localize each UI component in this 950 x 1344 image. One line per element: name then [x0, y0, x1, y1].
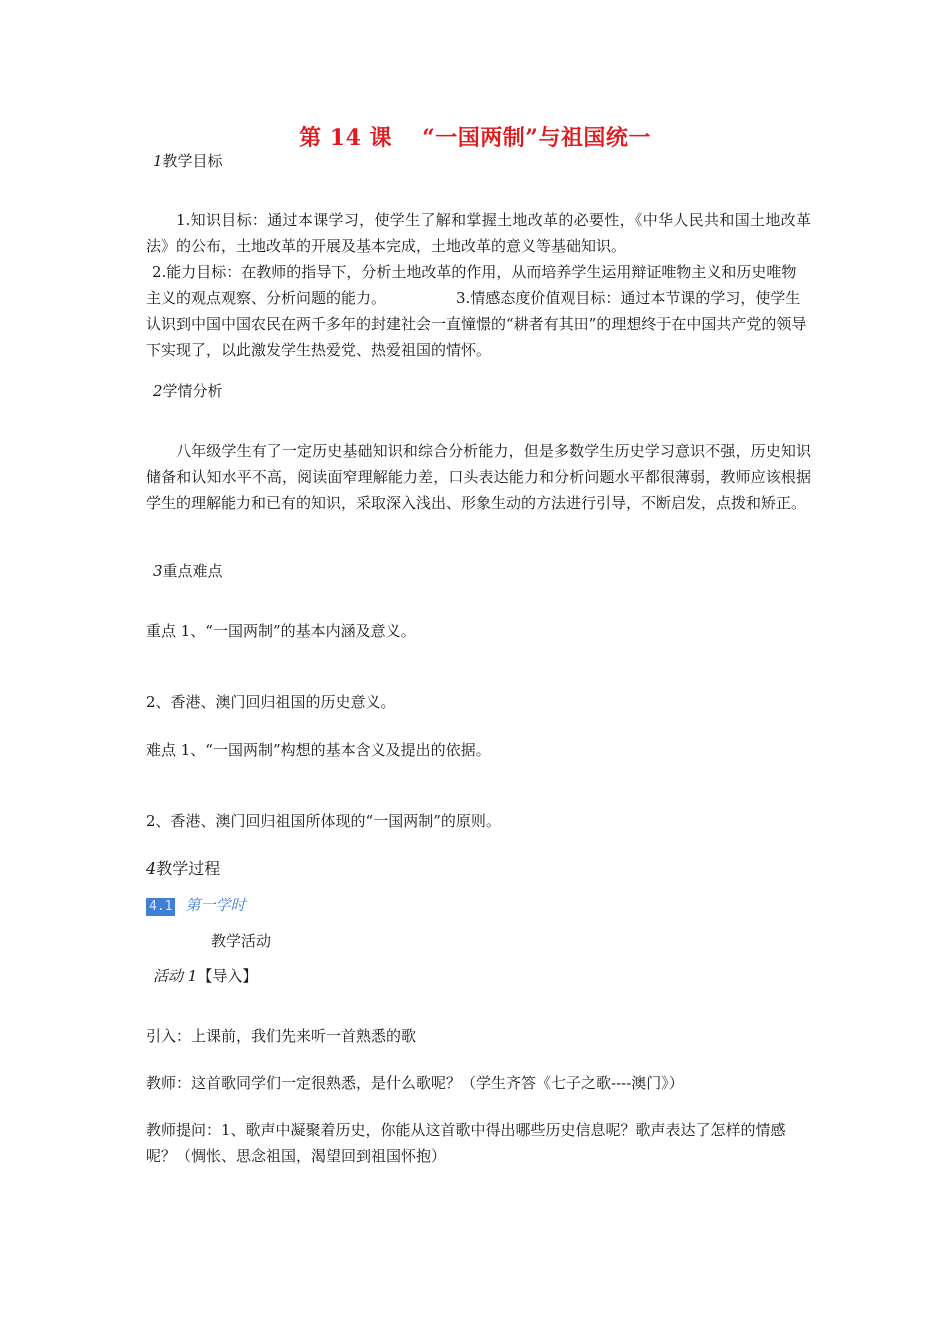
activity-section-label: 教学活动	[211, 932, 272, 950]
intro-line: 引入：上课前，我们先来听一首熟悉的歌	[146, 1027, 417, 1045]
lesson-topic: “一国两制”与祖国统一	[422, 125, 651, 151]
section-heading-analysis: 2学情分析	[153, 382, 223, 400]
student-analysis-paragraph: 八年级学生有了一定历史基础知识和综合分析能力，但是多数学生历史学习意识不强，历史知识储备和认知水平不高，阅读面窄理解能力差，口头表达能力和分析问题水平都很薄弱，教师应该根据学生的理解能力和已有的知识，采取深入浅出、形象生动的方法进行引导，不断启发，点拨和矫正。	[146, 442, 811, 512]
difficulty-2: 2、香港、澳门回归祖国所体现的“一国两制”的原则。	[146, 812, 501, 830]
subsection-first-period	[146, 892, 811, 918]
objective-knowledge: 1.知识目标：通过本课学习，使学生了解和掌握土地改革的必要性，《中华人民共和国土地改革法》的公布，土地改革的开展及基本完成，土地改革的意义等基础知识。	[146, 211, 811, 255]
subsection-number: 4.1	[146, 898, 175, 916]
keypoint-2: 2、香港、澳门回归祖国的历史意义。	[146, 693, 396, 711]
keypoint-1: 重点 1、“一国两制”的基本内涵及意义。	[146, 622, 416, 640]
lesson-number: 第 14 课	[299, 125, 393, 151]
objective-ability-and-emotion: 2.能力目标：在教师的指导下，分析土地改革的作用，从而培养学生运用辩证唯物主义和历史唯物主义的观点观察、分析问题的能力。 3.情感态度价值观目标：通过本节课的学习，使学生认识到中国中国农民在两千多年的封建社会一直憧憬的“耕者有其田”的理想终于在中国共产党的领导下实现了，以此激发学生热爱党、热爱祖国的情怀。	[146, 263, 807, 359]
section-heading-keypoints: 3重点难点	[153, 562, 223, 580]
teacher-question: 教师提问：1、歌声中凝聚着历史，你能从这首歌中得出哪些历史信息呢？歌声表达了怎样的情感呢？（惆怅、思念祖国，渴望回到祖国怀抱）	[146, 1121, 786, 1165]
subsection-label: 第一学时	[185, 896, 246, 914]
teacher-line: 教师：这首歌同学们一定很熟悉，是什么歌呢？（学生齐答《七子之歌----澳门》）	[146, 1074, 684, 1092]
section-heading-objectives: 1教学目标	[153, 152, 223, 170]
section-heading-process: 4教学过程	[146, 859, 221, 878]
difficulty-1: 难点 1、“一国两制”构想的基本含义及提出的依据。	[146, 741, 491, 759]
activity-1-heading: 活动 1【导入】	[153, 967, 258, 985]
